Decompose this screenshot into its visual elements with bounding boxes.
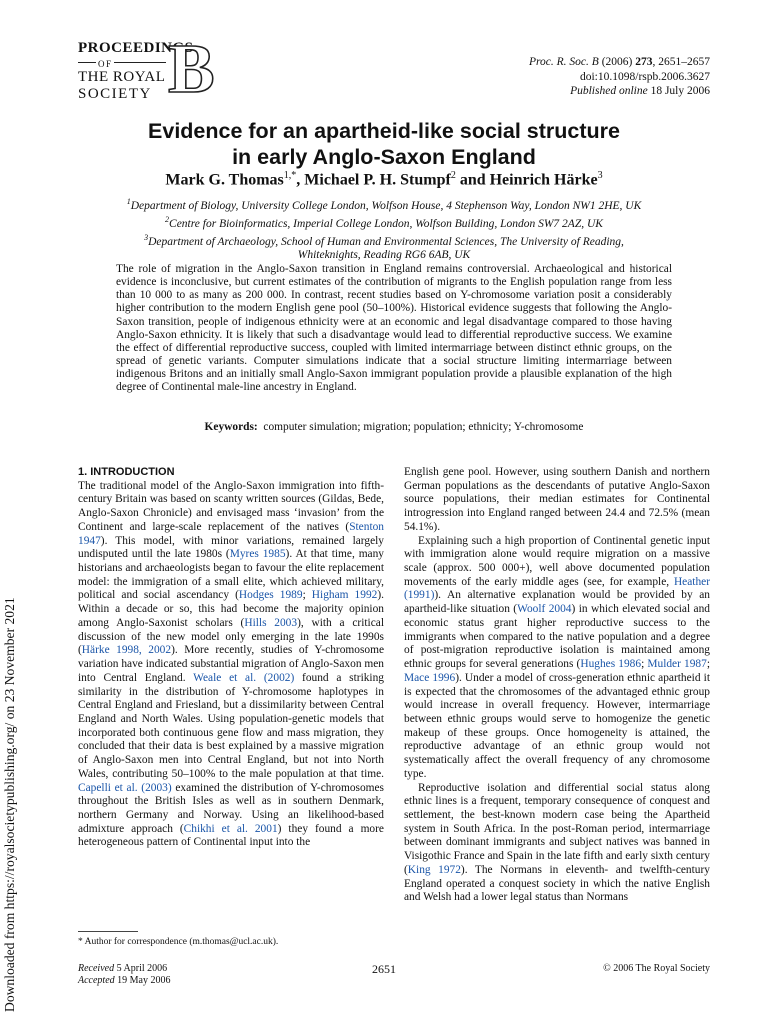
citation-link[interactable]: Chikhi et al. 2001 — [183, 822, 278, 835]
download-watermark: Downloaded from https://royalsocietypublishing.org/ on 23 November 2021 — [2, 597, 17, 1012]
affiliation-mark: 1 — [126, 197, 131, 206]
paragraph-text: Reproductive isolation and differential social status along ethnic lines is a frequent, temporary consequence of conquest and settlement, the best-known modern case being the Apartheid system in South Africa. In the post-Roman period, intermarriage between dominant immigrants and subject natives was banned in Visigothic France and Spain in the late fifth and early sixth century ( — [404, 781, 710, 876]
citation-link[interactable]: Capelli et al. (2003) — [78, 781, 172, 794]
paragraph-text: English gene pool. However, using southern Danish and northern German populations as the descendants of putative Anglo-Saxon source populations, their median estimates for Continental introgression into England ranged between 24.4 and 72.5% (mean 54.1%). — [404, 466, 710, 533]
published-date: 18 July 2006 — [650, 85, 710, 97]
affiliation-text: Department of Biology, University College London, Wolfson House, 4 Stephenson Way, London NW1 2HE, UK — [130, 199, 642, 212]
page-number: 2651 — [372, 962, 396, 976]
affiliation-line — [60, 213, 708, 231]
affiliation-text: Whiteknights, Reading RG6 6AB, UK — [297, 249, 471, 262]
citation-link[interactable]: Myres 1985 — [229, 548, 286, 561]
journal-pages: , 2651–2657 — [652, 56, 710, 68]
author-affiliation-mark: 1,* — [283, 170, 297, 181]
received-date: 5 April 2006 — [116, 963, 168, 974]
logo-line-proceedings: PROCEEDINGS — [78, 40, 194, 56]
paragraph-text: ). This model, with minor variations, remained largely undisputed until the late 1980s ( — [78, 534, 384, 561]
received-accepted — [78, 963, 170, 987]
citation-link[interactable]: Hills 2003 — [244, 616, 298, 629]
footnote-rule — [78, 931, 138, 932]
paragraph-text: ). Under a model of cross-generation ethnic apartheid it is expected that the chromosomes of the advantaged ethnic group would increase in overall frequency. However, intermarriage between ethnic groups would serve to homogenize the genetic makeup of these groups. Once homogeneity is attained, the reproductive advantage of an ethnic group would not systematically affect the overall frequency of any chromosome type. — [404, 671, 710, 780]
journal-name: Proc. R. Soc. B — [528, 56, 599, 68]
logo-line-society: SOCIETY — [78, 86, 152, 102]
keywords-text: computer simulation; migration; population; ethnicity; Y-chromosome — [263, 421, 584, 433]
citation-link[interactable]: Härke 1998, 2002 — [81, 644, 172, 657]
citation-link[interactable]: Hughes 1986 — [580, 658, 642, 671]
section-heading-introduction: 1. INTRODUCTION — [78, 466, 175, 478]
title-line-1: Evidence for an apartheid-like social structure — [148, 119, 620, 143]
affiliation-line — [60, 195, 708, 213]
paragraph-text: ) they found a more heterogeneous pattern of Continental input into the — [78, 822, 384, 849]
paragraph-text: ; — [641, 658, 648, 671]
intro-paragraph-1 — [78, 480, 384, 850]
accepted-label: Accepted — [78, 975, 115, 986]
author-affiliation-mark: 2 — [450, 170, 456, 181]
affiliation-list — [60, 195, 708, 262]
paragraph-text: ). Within a decade or so, this had become the majority opinion among Anglo-Saxonist scholars ( — [78, 589, 384, 629]
copyright: © 2006 The Royal Society — [603, 963, 710, 974]
intro-paragraph-4 — [404, 782, 710, 905]
accepted-date: 19 May 2006 — [117, 975, 171, 986]
citation-link[interactable]: Weale et al. (2002) — [193, 671, 295, 684]
paragraph-text: found a striking similarity in the distribution of Y-chromosome haplotypes in Central England and Friesland, but a dissimilarity between Central England and North Wales. Using population-genetic models that incorporated both continuous gene flow and mass migration, they concluded that their data is best explained by a massive migration of Anglo-Saxon men into Central England, but not into North Wales, contributing 50–100% to the male population at that time. — [78, 671, 384, 780]
affiliation-mark: 2 — [165, 214, 170, 224]
journal-year: (2006) — [601, 56, 633, 68]
journal-volume: 273 — [635, 56, 653, 68]
affiliation-text: Department of Archaeology, School of Human and Environmental Sciences, The University of Reading, — [148, 235, 624, 248]
logo-line-of: OF — [98, 59, 113, 69]
body-column-right — [404, 466, 710, 905]
author-name: Mark G. Thomas — [165, 171, 284, 189]
author-separator: , — [296, 171, 305, 189]
citation-link[interactable]: Higham 1992 — [311, 589, 378, 602]
paragraph-text: ). An alternative explanation would be provided by an apartheid-like situation ( — [404, 589, 710, 616]
paragraph-text: Explaining such a high proportion of Continental genetic input with immigration alone would require migration on a massive scale (approx. 500 000+), well above documented population movements of the early middle ages (see, for example, — [404, 534, 710, 588]
author-name: Michael P. H. Stumpf — [304, 171, 451, 189]
body-column-left — [78, 466, 384, 850]
citation-link[interactable]: Mulder 1987 — [647, 658, 707, 671]
intro-paragraph-2 — [404, 466, 710, 535]
intro-paragraph-3 — [404, 535, 710, 782]
logo-rule-right — [114, 62, 166, 63]
logo-rule-left — [78, 62, 96, 63]
paragraph-text: ) in which elevated social and economic status grant higher reproductive success to the immigrants when compared to the native population and a degree of post-migration reproductive isolation is maintained among ethnic groups for several generations ( — [404, 603, 710, 671]
author-separator: and — [455, 171, 490, 189]
abstract: The role of migration in the Anglo-Saxon transition in England remains controversial. Archaeological and historical evidence is inconclusive, but current estimates of the contribution of migrants to the English population range from less than 10 000 to as many as 200 000. In contrast, recent studies based on Y-chromosome variation posit a considerably higher contribution to the modern English gene pool (50–100%). Historical evidence suggests that following the Anglo-Saxon transition, people of indigenous ethnicity were at an economic and legal disadvantage compared to those having Anglo-Saxon ethnicity. It is likely that such a disadvantage would lead to differential reproductive success. We examine the effect of differential reproductive success, coupled with limited intermarriage between distinct ethnic groups, on the spread of genetic variants. Computer simulations indicate that a social structure limiting intermarriage between indigenous Britons and an initially small Anglo-Saxon immigrant population provide a plausible explanation of the high degree of Continental male-line ancestry in England. — [116, 263, 672, 394]
paragraph-text: ), with a critical discussion of the new model only emerging in the late 1990s ( — [78, 616, 384, 657]
received-label: Received — [78, 963, 115, 974]
paragraph-text: ). The Normans in eleventh- and twelfth-century England operated a conquest society in which the native English and Welsh had a lower legal status than Normans — [404, 863, 710, 904]
journal-doi[interactable]: doi:10.1098/rspb.2006.3627 — [579, 70, 710, 83]
author-list — [60, 170, 708, 189]
correspondence-footnote: * Author for correspondence (m.thomas@ucl.ac.uk). — [78, 937, 279, 947]
citation-link[interactable]: Mace 1996 — [404, 671, 456, 684]
logo-line-royal: THE ROYAL — [78, 69, 166, 85]
affiliation-line — [60, 248, 708, 262]
logo-b-letter: B — [168, 31, 215, 108]
paragraph-text: ). At that time, many historians and archaeologists began to favour the elite replacement model: the immigration of a small elite, which achieved military, political and social ascendancy ( — [78, 548, 385, 602]
paragraph-text: examined the distribution of Y-chromosomes throughout the British Isles as well as in southern Denmark, northern Germany and Norway. Using an likelihood-based admixture approach ( — [78, 781, 384, 835]
published-label: Published online — [570, 85, 648, 97]
citation-link[interactable]: Woolf 2004 — [517, 603, 572, 616]
journal-citation — [529, 55, 710, 99]
affiliation-mark: 3 — [144, 232, 149, 242]
keywords-label: Keywords: — [204, 421, 258, 433]
citation-link[interactable]: Stenton 1947 — [78, 520, 384, 547]
citation-link[interactable]: Heather (1991) — [404, 575, 710, 602]
title-line-2: in early Anglo-Saxon England — [232, 145, 536, 169]
proceedings-logo — [78, 31, 218, 108]
affiliation-text: Centre for Bioinformatics, Imperial College London, Wolfson Building, London SW7 2AZ, UK — [169, 217, 603, 230]
author-name: Heinrich Härke — [489, 171, 598, 189]
author-affiliation-mark: 3 — [597, 170, 603, 181]
paragraph-text: The traditional model of the Anglo-Saxon immigration into fifth-century Britain was based on scanty written sources (Gildas, Bede, Anglo-Saxon Chronicle) and envisaged mass ‘invasion’ from the Continent and large-scale replacement of the natives ( — [78, 479, 384, 533]
keywords — [116, 421, 672, 433]
citation-link[interactable]: Hodges 1989 — [238, 589, 303, 602]
paper-title — [60, 118, 708, 170]
paragraph-text: ; — [302, 589, 312, 602]
citation-link[interactable]: King 1972 — [407, 863, 461, 876]
affiliation-line — [60, 231, 708, 249]
paragraph-text: ). More recently, studies of Y-chromosome variation have indicated substantial migration of Anglo-Saxon men into Central England. — [78, 644, 385, 684]
paragraph-text: ; — [706, 658, 710, 671]
